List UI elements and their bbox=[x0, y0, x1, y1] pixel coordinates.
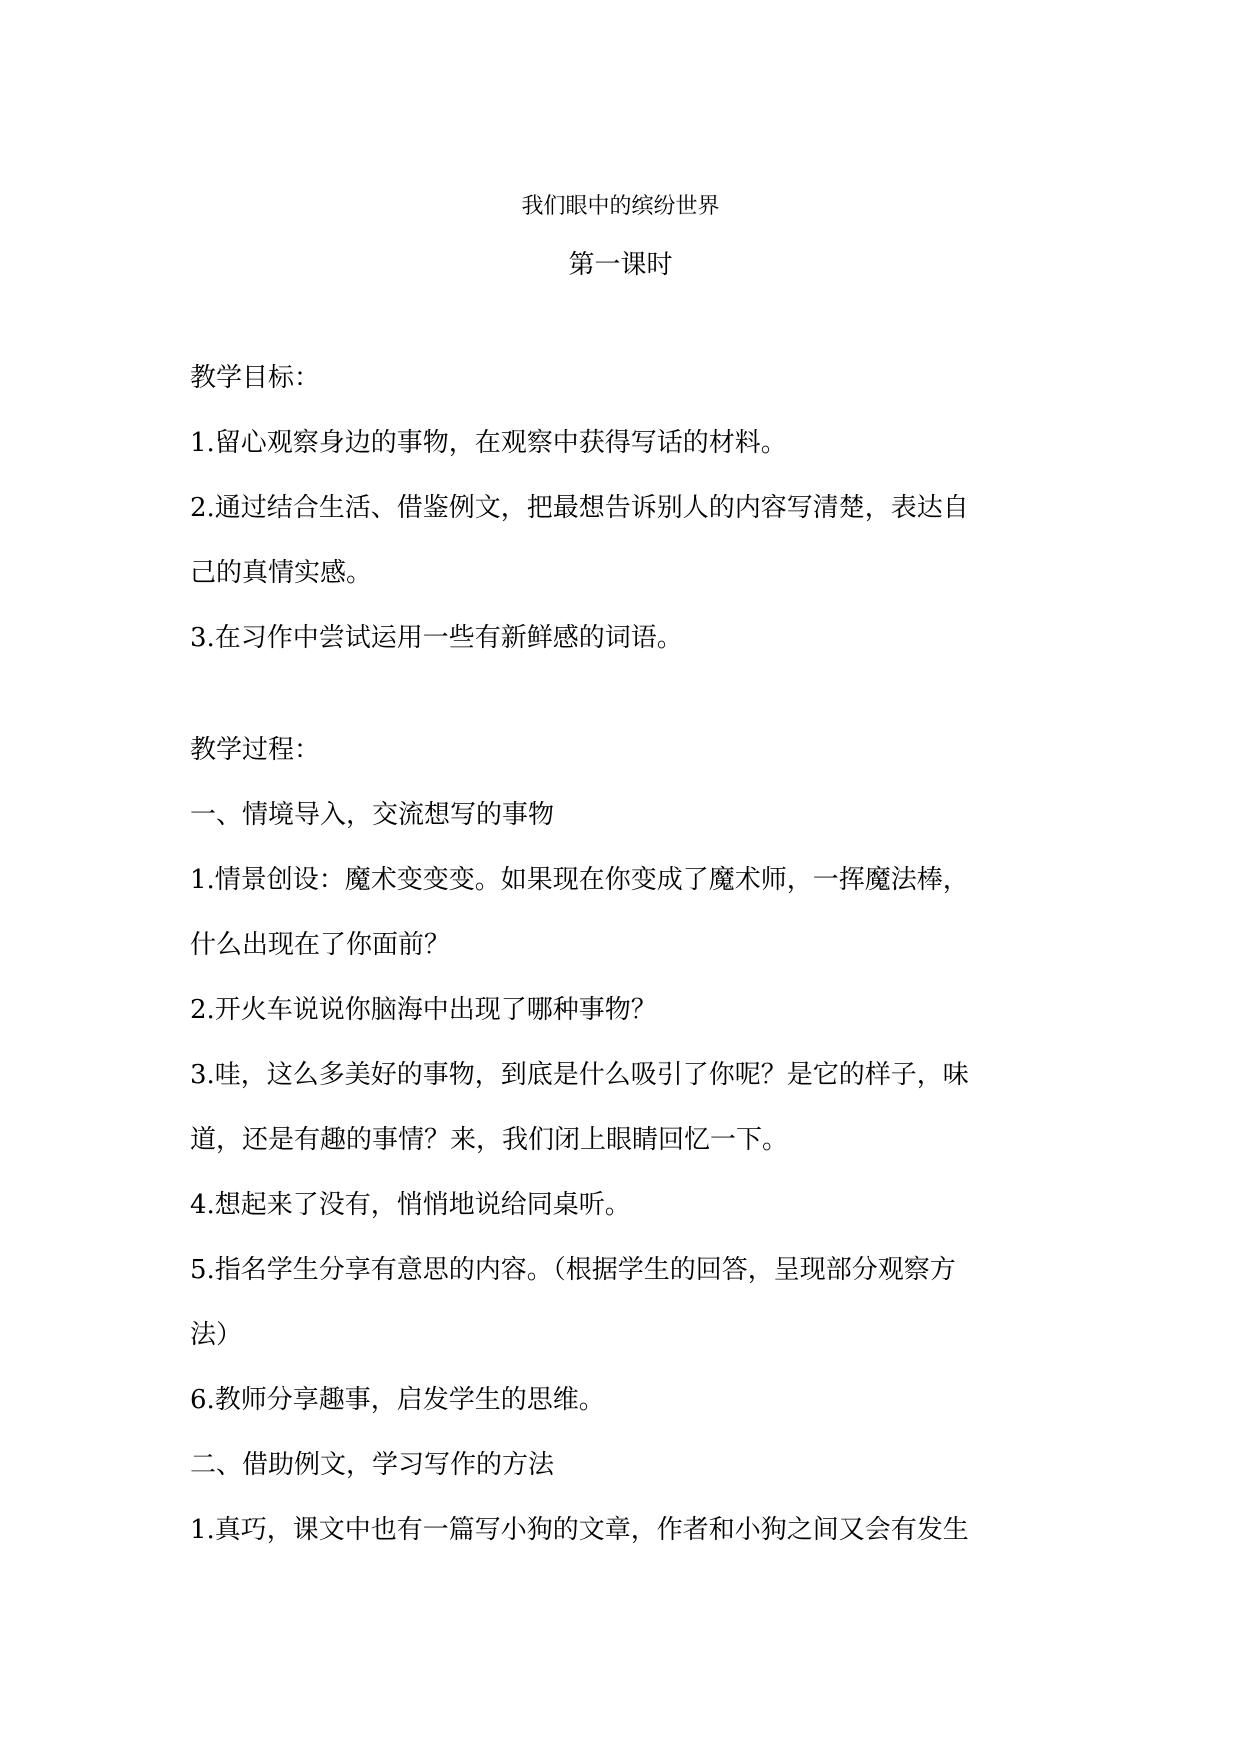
section-heading-objectives: 教学目标： bbox=[190, 363, 321, 393]
objective-2-continued: 己的真情实感。 bbox=[190, 558, 373, 588]
step-1-item-1-continued: 什么出现在了你面前？ bbox=[190, 930, 451, 960]
step-heading-2: 二、借助例文，学习写作的方法 bbox=[190, 1450, 555, 1480]
step-heading-1: 一、情境导入，交流想写的事物 bbox=[190, 800, 555, 830]
document-title: 我们眼中的缤纷世界 bbox=[521, 194, 720, 219]
step-1-item-1: 1.情景创设：魔术变变变。如果现在你变成了魔术师，一挥魔法棒， bbox=[190, 865, 969, 895]
step-1-item-4: 4.想起来了没有，悄悄地说给同桌听。 bbox=[190, 1190, 631, 1220]
section-heading-process: 教学过程： bbox=[190, 735, 321, 765]
step-1-item-6: 6.教师分享趣事，启发学生的思维。 bbox=[190, 1385, 605, 1415]
lesson-subtitle: 第一课时 bbox=[568, 250, 673, 280]
step-2-item-1: 1.真巧，课文中也有一篇写小狗的文章，作者和小狗之间又会有发生 bbox=[190, 1515, 969, 1545]
step-1-item-3-continued: 道，还是有趣的事情？来，我们闭上眼睛回忆一下。 bbox=[190, 1125, 789, 1155]
step-1-item-5: 5.指名学生分享有意思的内容。（根据学生的回答，呈现部分观察方 bbox=[190, 1255, 956, 1285]
objective-3: 3.在习作中尝试运用一些有新鲜感的词语。 bbox=[190, 623, 683, 653]
step-1-item-3: 3.哇，这么多美好的事物，到底是什么吸引了你呢？是它的样子，味 bbox=[190, 1060, 969, 1090]
step-1-item-5-continued: 法） bbox=[190, 1320, 243, 1350]
step-1-item-2: 2.开火车说说你脑海中出现了哪种事物？ bbox=[190, 995, 657, 1025]
objective-2: 2.通过结合生活、借鉴例文，把最想告诉别人的内容写清楚，表达自 bbox=[190, 493, 969, 523]
objective-1: 1.留心观察身边的事物，在观察中获得写话的材料。 bbox=[190, 428, 787, 458]
